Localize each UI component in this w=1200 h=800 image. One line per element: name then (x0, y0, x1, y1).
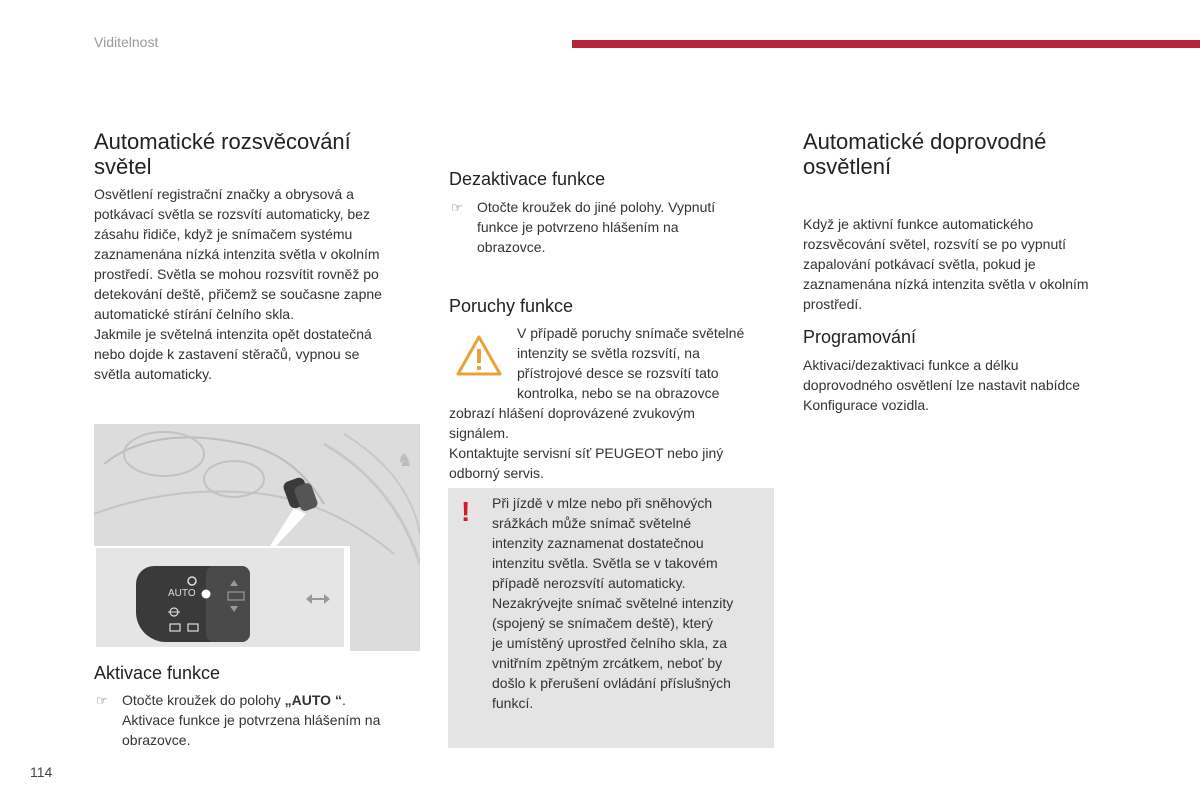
text-line: prostředí. Světla se mohou rozsvítit rovněž po (94, 266, 379, 282)
deactivation-text (477, 197, 777, 257)
text-line: intenzity se světla rozsvítí, na (517, 345, 700, 361)
activation-heading: Aktivace funkce (94, 663, 221, 683)
text-line: srážkách může snímač světelné (492, 515, 692, 531)
col3-title (803, 129, 1046, 179)
activation-line-1 (122, 690, 422, 710)
warning-text (492, 493, 768, 713)
col1-title-line1: Automatické rozsvěcování (94, 129, 351, 154)
text-line: zásahu řidiče, když je snímačem systému (94, 226, 353, 242)
faults-heading: Poruchy funkce (449, 296, 574, 316)
text-line: prostředí. (803, 296, 863, 312)
stalk-detail-inset (94, 546, 350, 651)
text-line: případě nerozsvítí automaticky. (492, 575, 686, 591)
col3-paragraph (803, 214, 1133, 314)
text-line: Konfigurace vozidla. (803, 397, 930, 413)
text-line: kontrolka, nebo se na obrazovce (517, 385, 720, 401)
text-line: Otočte kroužek do jiné polohy. Vypnutí (477, 199, 716, 215)
text-line: obrazovce. (477, 239, 546, 255)
text-line: odborný servis. (449, 465, 544, 481)
text-line: nebo dojde k zastavení stěračů, vypnou se (94, 346, 360, 362)
light-symbols-icon (166, 606, 210, 636)
pointer-bullet-icon: ☞ (451, 200, 463, 215)
col1-title (94, 129, 351, 179)
text-line: V případě poruchy snímače světelné (517, 325, 745, 341)
text-line: zobrazí hlášení doprovázené zvukovým (449, 405, 695, 421)
text-line: zapalování potkávací světla, pokud je (803, 256, 1036, 272)
text-line: Osvětlení registrační značky a obrysová a (94, 186, 354, 202)
text-line: přístrojové desce se rozsvítí tato (517, 365, 719, 381)
warning-box (448, 488, 774, 748)
text-line: doprovodného osvětlení lze nastavit nabídce (803, 377, 1081, 393)
activation-line-3: obrazovce. (122, 732, 191, 748)
programming-text (803, 355, 1133, 415)
activation-text (122, 690, 422, 750)
inset-background (96, 548, 344, 647)
indicator-arrows-icon (304, 592, 332, 606)
text-line: Když je aktivní funkce automatického (803, 216, 1034, 232)
auto-position-label: AUTO (168, 588, 196, 599)
brand-logo-icon: ♞ (397, 450, 414, 471)
header-accent-bar (572, 40, 1200, 48)
text-line: Kontaktujte servisní síť PEUGEOT nebo jiný (449, 445, 724, 461)
page-number: 114 (30, 764, 53, 780)
text-line: Při jízdě v mlze nebo při sněhových (492, 495, 713, 511)
col3-title-line1: Automatické doprovodné (803, 129, 1047, 154)
activation-line-2: Aktivace funkce je potvrzena hlášením na (122, 712, 381, 728)
text-line: je umístěný uprostřed čelního skla, za (492, 635, 728, 651)
text-line: potkávací světla se rozsvítí automaticky, bez (94, 206, 370, 222)
text-line: došlo k přerušení ovládání příslušných (492, 675, 731, 691)
faults-indented-text (517, 323, 777, 403)
col1-title-line2: světel (94, 154, 152, 179)
off-position-icon (184, 574, 204, 588)
text-line: vnitřním zpětným zrcátkem, neboť by (492, 655, 723, 671)
text-fragment: . (341, 692, 346, 708)
text-fragment: Otočte kroužek do polohy (122, 692, 285, 708)
text-line: funkce je potvrzeno hlášením na (477, 219, 679, 235)
section-label: Viditelnost (94, 34, 159, 50)
text-line: rozsvěcování světel, rozsvítí se po vypnutí (803, 236, 1067, 252)
text-line: zaznamenána nízká intenzita světla v okolním (803, 276, 1089, 292)
text-line: Nezakrývejte snímač světelné intenzity (492, 595, 734, 611)
auto-emphasis: „AUTO “ (284, 692, 342, 708)
col3-title-line2: osvětlení (803, 154, 892, 179)
text-line: intenzitu světla. Světla se v takovém (492, 555, 718, 571)
text-line: světla automaticky. (94, 366, 213, 382)
fog-light-icons (224, 578, 254, 616)
small-stalk (282, 476, 319, 512)
faults-text (449, 403, 775, 483)
text-line: intenzity zaznamenat dostatečnou (492, 535, 704, 551)
text-line: Aktivaci/dezaktivaci funkce a délku (803, 357, 1019, 373)
programming-heading: Programování (803, 327, 917, 347)
pointer-bullet-icon: ☞ (96, 693, 108, 708)
text-line: zaznamenána nízká intenzita světla v okolním (94, 246, 380, 262)
warning-triangle-icon (455, 334, 503, 378)
text-line: detekování deště, přičemž se současne zapne (94, 286, 382, 302)
text-line: funkcí. (492, 695, 534, 711)
text-line: automatické stírání čelního skla. (94, 306, 294, 322)
text-line: Jakmile je světelná intenzita opět dostatečná (94, 326, 372, 342)
deactivation-heading: Dezaktivace funkce (449, 169, 606, 189)
selected-dot-icon (200, 588, 212, 600)
col1-paragraph (94, 184, 420, 384)
text-line: signálem. (449, 425, 509, 441)
exclamation-icon: ! (461, 496, 471, 527)
text-line: (spojený se snímačem deště), který (492, 615, 713, 631)
